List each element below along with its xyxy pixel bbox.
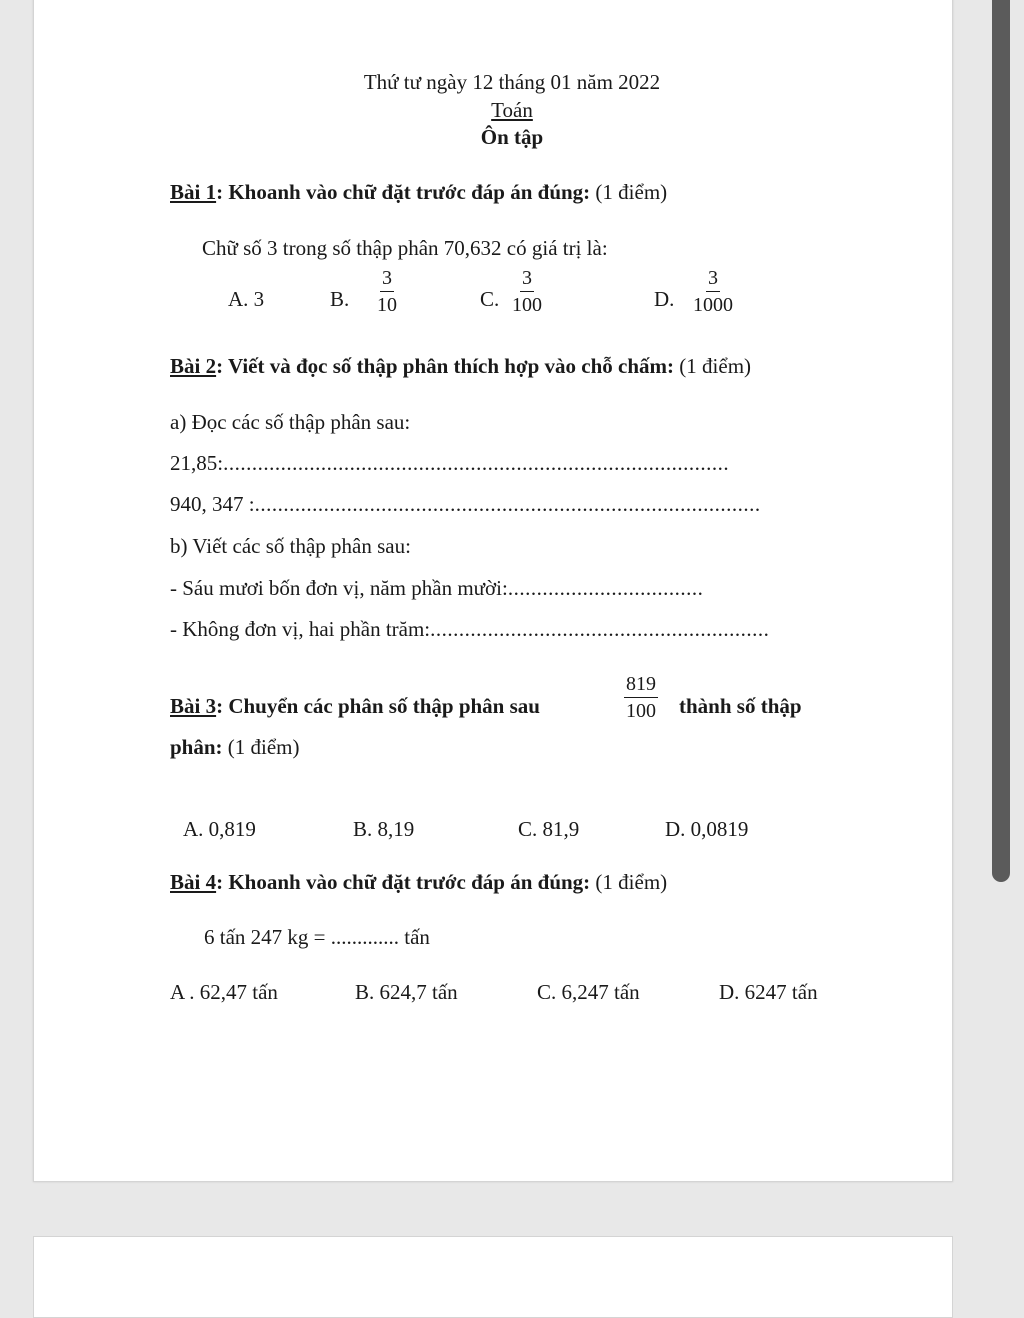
fraction-numerator: 819: [624, 674, 658, 698]
bai2-line-1: [170, 451, 810, 476]
page-title: Ôn tập: [480, 125, 544, 149]
bai4-question: [204, 925, 430, 950]
bai1-option-c-letter: C.: [480, 287, 500, 311]
next-document-page: [33, 1236, 953, 1318]
bai1-label: Bài 1: [170, 180, 217, 204]
bai4-label: Bài 4: [170, 870, 217, 894]
bai2-part-b: b) Viết các số thập phân sau:: [170, 534, 411, 558]
bai3-option-a: A. 0,819: [183, 817, 256, 841]
dotted-blank: ...........................................................: [430, 617, 770, 641]
bai3-title-end: thành số thập: [679, 694, 802, 718]
bai4-title: : Khoanh vào chữ đặt trước đáp án đúng:: [216, 870, 591, 894]
bai3-points: (1 điểm): [227, 735, 300, 759]
line-label: - Sáu mươi bốn đơn vị, năm phần mười:: [170, 576, 508, 600]
question-text: 6 tấn 247 kg =: [204, 925, 326, 949]
fraction-numerator: 3: [706, 268, 720, 292]
bai2-line-2: [170, 492, 815, 517]
bai4-option-d: D. 6247 tấn: [719, 980, 818, 1004]
bai3-option-d: D. 0,0819: [665, 817, 749, 841]
bai2-title: : Viết và đọc số thập phân thích hợp vào chỗ chấm:: [216, 354, 675, 378]
bai1-option-c-fraction: [510, 268, 544, 315]
bai4-option-a: A . 62,47 tấn: [170, 980, 278, 1004]
bai1-title: : Khoanh vào chữ đặt trước đáp án đúng:: [216, 180, 591, 204]
bai1-heading: [170, 180, 667, 205]
bai3-option-b: B. 8,19: [353, 817, 415, 841]
dotted-blank: ........................................................................................: [254, 492, 761, 516]
bai1-points: (1 điểm): [595, 180, 668, 204]
line-label: - Không đơn vị, hai phần trăm:: [170, 617, 431, 641]
bai4-points: (1 điểm): [595, 870, 668, 894]
bai2-line-3: [170, 576, 810, 601]
bai3-fraction: [624, 674, 658, 721]
bai1-option-a: [228, 287, 264, 312]
dotted-blank: ..................................: [507, 576, 704, 600]
date-line: Thứ tư ngày 12 tháng 01 năm 2022: [363, 70, 661, 94]
fraction-denominator: 1000: [693, 294, 733, 316]
bai1-option-b-fraction: [375, 268, 399, 315]
bai3-title: : Chuyển các phân số thập phân sau: [216, 694, 540, 718]
fraction-numerator: 3: [380, 268, 394, 292]
fraction-numerator: 3: [520, 268, 534, 292]
bai1-option-d-fraction: [691, 268, 735, 315]
subject-title: Toán: [491, 98, 533, 122]
fraction-denominator: 100: [512, 294, 542, 316]
bai4-heading: [170, 870, 667, 895]
bai3-heading-line2: [170, 735, 300, 760]
fraction-denominator: 100: [626, 700, 656, 722]
bai4-option-c: C. 6,247 tấn: [537, 980, 640, 1004]
bai1-option-b-letter: B.: [330, 287, 350, 311]
option-letter: A.: [228, 287, 249, 311]
fraction-denominator: 10: [377, 294, 397, 316]
bai2-part-a: a) Đọc các số thập phân sau:: [170, 410, 411, 434]
dotted-blank: .............: [330, 925, 399, 949]
option-value: 3: [253, 287, 265, 311]
bai3-heading: [170, 694, 540, 719]
bai1-option-d-letter: D.: [654, 287, 675, 311]
bai3-label: Bài 3: [170, 694, 217, 718]
bai3-option-c: C. 81,9: [518, 817, 580, 841]
line-label: 940, 347 :: [170, 492, 255, 516]
question-unit: tấn: [404, 925, 430, 949]
bai4-option-b: B. 624,7 tấn: [355, 980, 458, 1004]
bai1-question: Chữ số 3 trong số thập phân 70,632 có giá trị là:: [202, 236, 608, 260]
dotted-blank: ........................................................................................: [223, 451, 730, 475]
bai2-label: Bài 2: [170, 354, 217, 378]
bai2-line-4: [170, 617, 802, 642]
bai2-heading: [170, 354, 751, 379]
line-label: 21,85:: [170, 451, 224, 475]
bai3-title-line2: phân:: [170, 735, 223, 759]
bai2-points: (1 điểm): [679, 354, 752, 378]
